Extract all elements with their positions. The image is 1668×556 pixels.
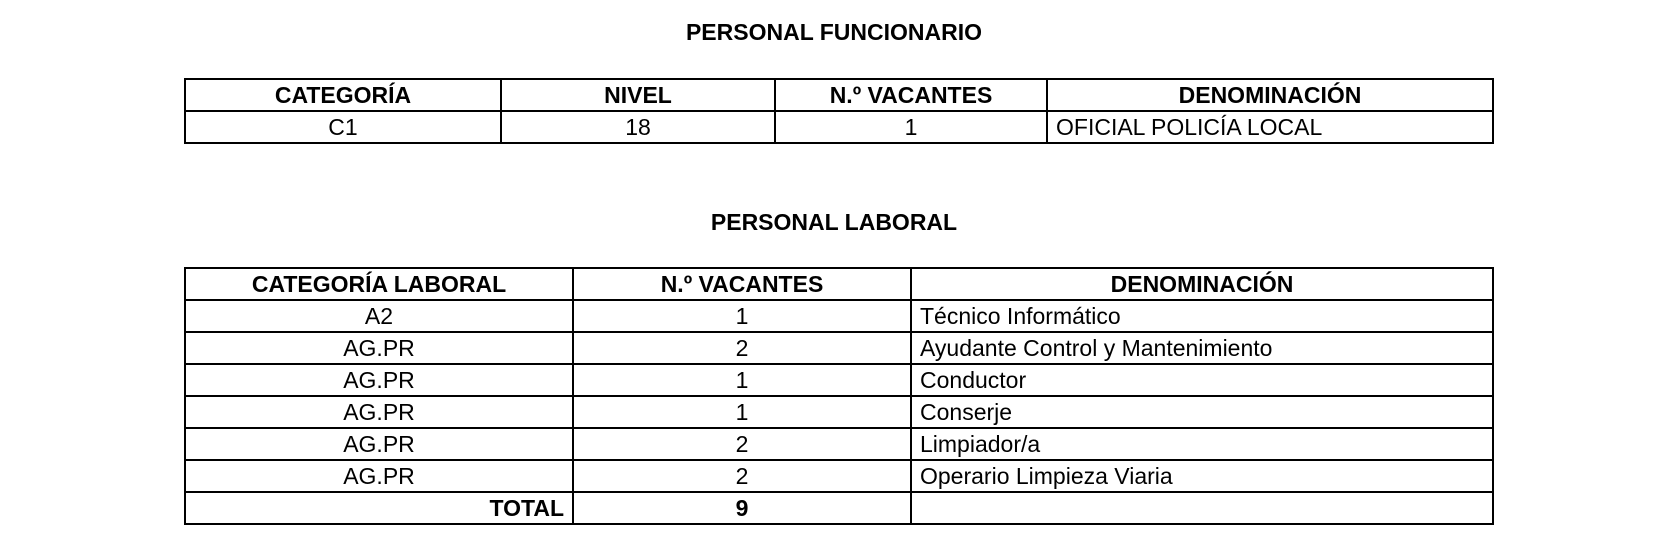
personal-funcionario-table (184, 78, 1494, 144)
table-row (185, 396, 1493, 428)
column-header-denominacion: DENOMINACIÓN (1047, 79, 1493, 111)
section-title-personal-funcionario: PERSONAL FUNCIONARIO (685, 19, 983, 45)
cell-categoria: A2 (185, 300, 573, 332)
cell-denominacion: Ayudante Control y Mantenimiento (911, 332, 1493, 364)
cell-denominacion: Operario Limpieza Viaria (911, 460, 1493, 492)
cell-denominacion: Técnico Informático (911, 300, 1493, 332)
cell-categoria: AG.PR (185, 396, 573, 428)
table-row (185, 428, 1493, 460)
cell-denominacion: Limpiador/a (911, 428, 1493, 460)
cell-vacantes: 2 (573, 428, 911, 460)
table-header-row (185, 268, 1493, 300)
column-header-vacantes: N.º VACANTES (775, 79, 1047, 111)
cell-vacantes: 1 (573, 364, 911, 396)
cell-denominacion: Conserje (911, 396, 1493, 428)
column-header-denominacion: DENOMINACIÓN (911, 268, 1493, 300)
column-header-nivel: NIVEL (501, 79, 775, 111)
cell-categoria: AG.PR (185, 460, 573, 492)
column-header-vacantes: N.º VACANTES (573, 268, 911, 300)
cell-categoria: AG.PR (185, 428, 573, 460)
cell-vacantes: 1 (775, 111, 1047, 143)
cell-nivel: 18 (501, 111, 775, 143)
table-row (185, 300, 1493, 332)
section-title-personal-laboral: PERSONAL LABORAL (710, 209, 958, 235)
cell-categoria: AG.PR (185, 332, 573, 364)
cell-vacantes: 2 (573, 460, 911, 492)
column-header-categoria-laboral: CATEGORÍA LABORAL (185, 268, 573, 300)
cell-denominacion: OFICIAL POLICÍA LOCAL (1047, 111, 1493, 143)
table-row (185, 460, 1493, 492)
total-row (185, 492, 1493, 524)
table-header-row (185, 79, 1493, 111)
cell-vacantes: 1 (573, 396, 911, 428)
cell-categoria: AG.PR (185, 364, 573, 396)
total-empty-cell (911, 492, 1493, 524)
cell-vacantes: 1 (573, 300, 911, 332)
table-row (185, 364, 1493, 396)
cell-vacantes: 2 (573, 332, 911, 364)
total-label: TOTAL (185, 492, 573, 524)
cell-denominacion: Conductor (911, 364, 1493, 396)
table-row (185, 111, 1493, 143)
table-row (185, 332, 1493, 364)
total-value: 9 (573, 492, 911, 524)
column-header-categoria: CATEGORÍA (185, 79, 501, 111)
cell-categoria: C1 (185, 111, 501, 143)
personal-laboral-table (184, 267, 1494, 525)
